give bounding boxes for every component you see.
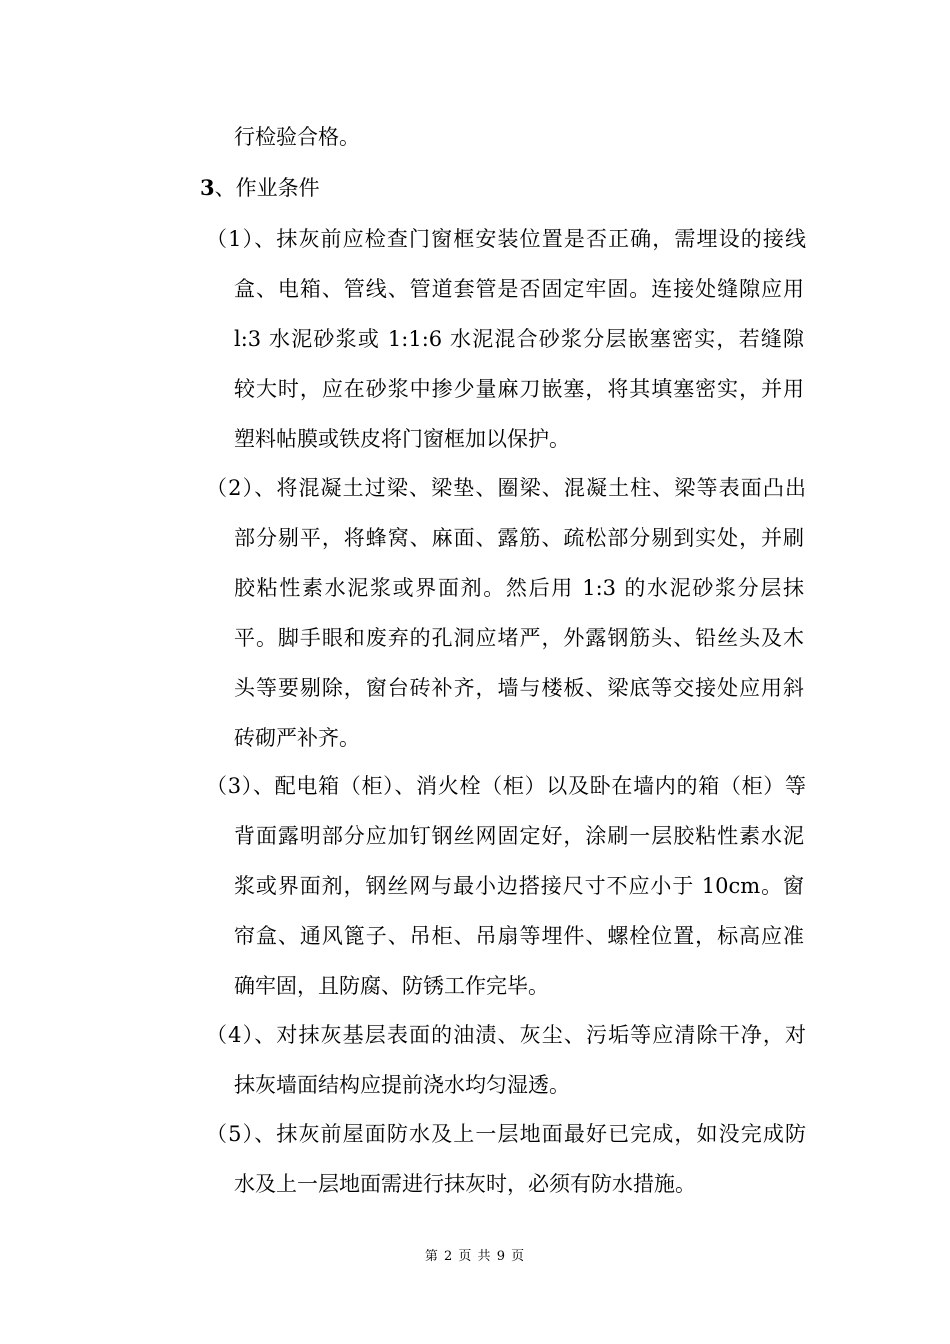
continuation-line: 行检验合格。	[234, 125, 360, 149]
paragraph-line: 胶粘性素水泥浆或界面剂。然后用 1:3 的水泥砂浆分层抹	[234, 576, 804, 600]
section-title: 、作业条件	[214, 176, 320, 200]
paragraph-line: 帘盒、通风篦子、吊柜、吊扇等埋件、螺栓位置，标高应准	[234, 924, 804, 948]
paragraph-line: 较大时，应在砂浆中掺少量麻刀嵌塞，将其填塞密实，并用	[234, 377, 804, 401]
paragraph-line: 平。脚手眼和废弃的孔洞应堵严，外露钢筋头、铅丝头及木	[234, 626, 804, 650]
section-heading	[200, 177, 320, 199]
paragraph-line: （5）、抹灰前屋面防水及上一层地面最好已完成，如没完成防	[206, 1122, 806, 1146]
paragraph-line: 盒、电箱、管线、管道套管是否固定牢固。连接处缝隙应用	[234, 277, 804, 301]
paragraph-line: 砖砌严补齐。	[234, 726, 360, 750]
paragraph-line: 确牢固，且防腐、防锈工作完毕。	[234, 974, 549, 998]
paragraph-line: （4）、对抹灰基层表面的油渍、灰尘、污垢等应清除干净，对	[206, 1023, 806, 1047]
page-footer: 第 2 页 共 9 页	[424, 1249, 526, 1264]
paragraph-line: （1）、抹灰前应检查门窗框安装位置是否正确，需埋设的接线	[206, 227, 806, 251]
paragraph-line: 部分剔平，将蜂窝、麻面、露筋、疏松部分剔到实处，并刷	[234, 526, 804, 550]
paragraph-line: （3）、配电箱（柜）、消火栓（柜）以及卧在墙内的箱（柜）等	[206, 774, 806, 798]
paragraph-line: 浆或界面剂，钢丝网与最小边搭接尺寸不应小于 10cm。窗	[234, 874, 804, 898]
paragraph-line: 水及上一层地面需进行抹灰时，必须有防水措施。	[234, 1172, 696, 1196]
paragraph-line: 塑料帖膜或铁皮将门窗框加以保护。	[234, 427, 570, 451]
paragraph-line: 抹灰墙面结构应提前浇水均匀湿透。	[234, 1073, 570, 1097]
paragraph-line: 背面露明部分应加钉钢丝网固定好，涂刷一层胶粘性素水泥	[234, 824, 804, 848]
paragraph-line: 头等要剔除，窗台砖补齐，墙与楼板、梁底等交接处应用斜	[234, 676, 804, 700]
paragraph-line: l:3 水泥砂浆或 1:1:6 水泥混合砂浆分层嵌塞密实，若缝隙	[234, 327, 804, 351]
section-number: 3	[200, 175, 215, 200]
paragraph-line: （2）、将混凝土过梁、梁垫、圈梁、混凝土柱、梁等表面凸出	[206, 476, 806, 500]
